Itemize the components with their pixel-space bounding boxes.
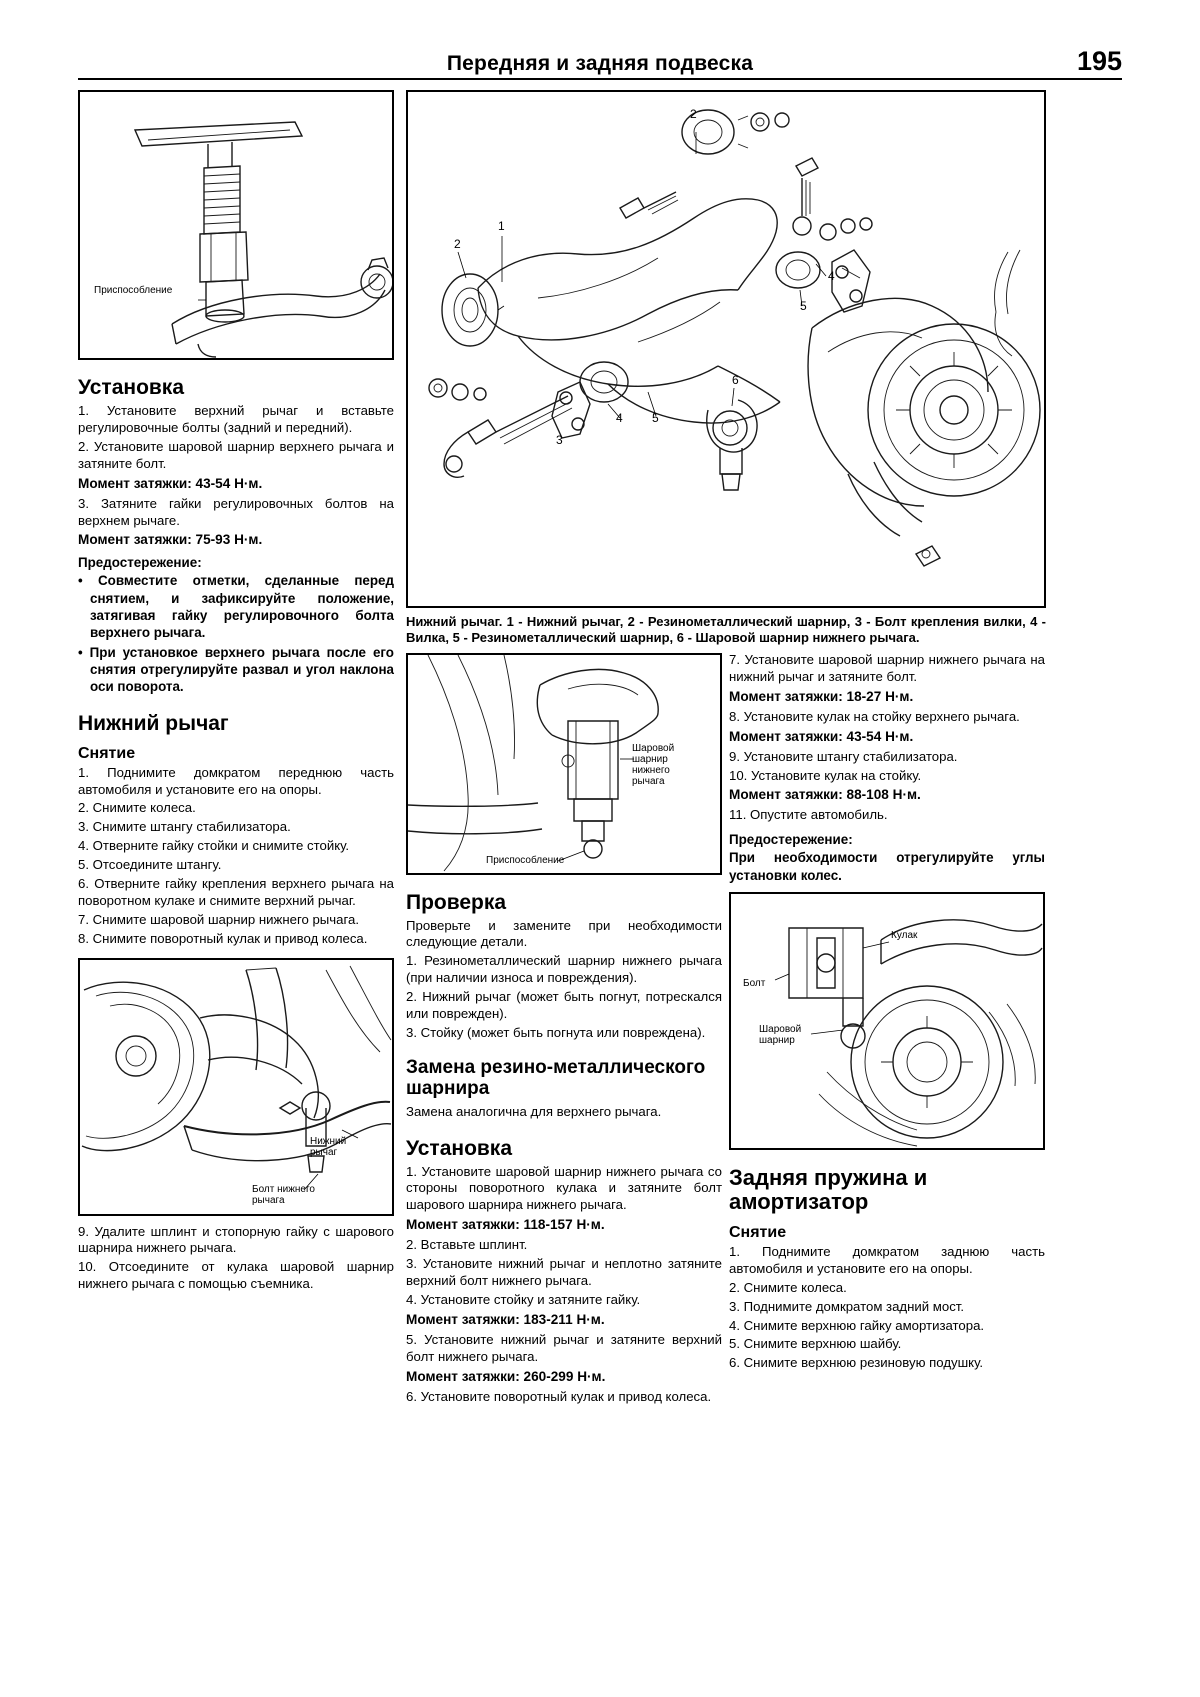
install-step-2: 2. Установите шаровой шарнир верхнего рычага и затяните болт.	[78, 438, 394, 471]
figure-ball-joint-tool	[406, 653, 722, 875]
install2-step-2: 2. Вставьте шплинт.	[406, 1237, 528, 1253]
figure-upper-arm-tool	[78, 90, 394, 360]
figure-label-bolt: Болт	[743, 977, 766, 989]
rear-removal-step-6: 6. Снимите верхнюю резиновую подушку.	[729, 1355, 984, 1371]
figure-label-tool: Приспособление	[94, 285, 173, 296]
svg-text:1: 1	[498, 219, 505, 233]
removal-step-5: 5. Отсоедините штангу.	[78, 857, 222, 873]
rear-removal-step-3: 3. Поднимите домкратом задний мост.	[729, 1298, 965, 1314]
removal-step-6: 6. Отверните гайку крепления верхнего рычага на поворотном кулаке и снимите верхний рычаг.	[78, 875, 394, 908]
removal-step-4: 4. Отверните гайку стойки и снимите стойку.	[78, 838, 350, 854]
figure-lower-arm-photo	[78, 958, 394, 1216]
install3-step-11: 11. Опустите автомобиль.	[729, 807, 888, 823]
figure-label-ball-joint-2: Шаровой шарнир	[759, 1023, 802, 1046]
heading-check: Проверка	[406, 890, 507, 914]
install-step-3: 3. Затяните гайки регулировочных болтов на верхнем рычаге.	[78, 495, 394, 528]
torque-value-1: Момент затяжки: 43-54 Н·м.	[78, 475, 263, 491]
install-step-1: 1. Установите верхний рычаг и вставьте регулировочные болты (задний и передний).	[78, 403, 394, 435]
install2-step-3: 3. Установите нижний рычаг и неплотно затяните верхний болт нижнего рычага.	[406, 1256, 722, 1289]
removal-step-8: 8. Снимите поворотный кулак и привод колеса.	[78, 930, 368, 946]
heading-removal: Снятие	[78, 744, 136, 762]
rear-removal-step-2: 2. Снимите колеса.	[729, 1279, 847, 1295]
torque-value-2: Момент затяжки: 75-93 Н·м.	[78, 532, 263, 548]
figure-label-knuckle: Кулак	[891, 929, 918, 941]
install3-step-7: 7. Установите шаровой шарнир нижнего рычага на нижний рычаг и затяните болт.	[729, 652, 1045, 684]
removal-step-3: 3. Снимите штангу стабилизатора.	[78, 819, 291, 835]
install2-step-5: 5. Установите нижний рычаг и затяните верхний болт нижнего рычага.	[406, 1331, 722, 1364]
check-item-3: 3. Стойку (может быть погнута или повреждена).	[406, 1024, 706, 1040]
install2-step-4: 4. Установите стойку и затяните гайку.	[406, 1291, 641, 1307]
figure-caption-lower-arm: Нижний рычаг. 1 - Нижний рычаг, 2 - Резинометаллический шарнир, 3 - Болт крепления вилки, 4 - Вилка, 5 - Резинометаллический шарнир, 6 - Шаровой шарнир нижнего рычага.	[406, 614, 1046, 646]
caution-label-2: Предостережение:	[729, 832, 853, 848]
check-intro: Проверьте и замените при необходимости следующие детали.	[406, 917, 722, 950]
torque-value-7: Момент затяжки: 43-54 Н·м.	[729, 728, 914, 744]
svg-text:2: 2	[454, 237, 461, 251]
figure-label-ball-joint: Шаровой шарнир нижнего рычага	[632, 742, 675, 787]
check-item-2: 2. Нижний рычаг (может быть погнут, потрескался или поврежден).	[406, 989, 722, 1022]
heading-lower-arm: Нижний рычаг	[78, 711, 229, 735]
rear-removal-step-4: 4. Снимите верхнюю гайку амортизатора.	[729, 1317, 985, 1333]
page-columns	[78, 90, 1122, 1645]
torque-value-6: Момент затяжки: 18-27 Н·м.	[729, 688, 914, 704]
removal-step-10: 10. Отсоедините от кулака шаровой шарнир нижнего рычага с помощью съемника.	[78, 1259, 394, 1292]
figure-knuckle	[729, 892, 1045, 1150]
bush-replacement-text: Замена аналогична для верхнего рычага.	[406, 1103, 662, 1119]
page-number: 195	[1076, 46, 1122, 76]
caution-item-2: • При установкое верхнего рычага после его снятия отрегулируйте развал и угол наклона оси поворота.	[78, 645, 394, 695]
column-right	[729, 652, 1045, 1374]
torque-value-8: Момент затяжки: 88-108 Н·м.	[729, 787, 921, 803]
check-item-1: 1. Резинометаллический шарнир нижнего рычага (при наличии износа и повреждения).	[406, 953, 722, 986]
figure-label-lower-arm-bolt: Болт нижнего рычага	[252, 1183, 315, 1206]
install2-step-1: 1. Установите шаровой шарнир нижнего рычага со стороны поворотного кулака и затяните болт шарового шарнира нижнего рычага.	[406, 1163, 722, 1213]
heading-bush-replacement: Замена резино-металлического шарнира	[406, 1056, 706, 1099]
caution-text-2: При необходимости отрегулируйте углы установки колес.	[729, 850, 1045, 883]
heading-installation: Установка	[78, 376, 184, 399]
install2-step-6: 6. Установите поворотный кулак и привод колеса.	[406, 1388, 712, 1404]
figure-label-tool-2: Приспособление	[486, 854, 565, 866]
removal-step-2: 2. Снимите колеса.	[78, 800, 196, 816]
figure-lower-arm-exploded	[406, 90, 1046, 608]
svg-text:4: 4	[828, 269, 835, 283]
heading-removal-2: Снятие	[729, 1224, 787, 1242]
page-title: Передняя и задняя подвеска	[446, 52, 754, 75]
install3-step-9: 9. Установите штангу стабилизатора.	[729, 748, 958, 764]
svg-text:2: 2	[690, 107, 697, 121]
rear-removal-step-5: 5. Снимите верхнюю шайбу.	[729, 1336, 902, 1352]
page-header	[78, 44, 1122, 78]
svg-text:4: 4	[616, 411, 623, 425]
torque-value-4: Момент затяжки: 183-211 Н·м.	[406, 1311, 605, 1327]
removal-step-9: 9. Удалите шплинт и стопорную гайку с шарового шарнира нижнего рычага.	[78, 1223, 394, 1256]
heading-rear-spring: Задняя пружина и амортизатор	[729, 1164, 928, 1214]
removal-step-7: 7. Снимите шаровой шарнир нижнего рычага.	[78, 911, 359, 927]
column-left	[78, 90, 394, 1295]
svg-text:6: 6	[732, 373, 739, 387]
caution-label: Предостережение:	[78, 555, 202, 571]
rear-removal-step-1: 1. Поднимите домкратом заднюю часть автомобиля и установите его на опоры.	[729, 1244, 1045, 1276]
caution-item-1: • Совместите отметки, сделанные перед снятием, и зафиксируйте положение, затягивая гайку регулировочного болта верхнего рычага.	[78, 573, 394, 640]
torque-value-5: Момент затяжки: 260-299 Н·м.	[406, 1368, 606, 1384]
removal-step-1: 1. Поднимите домкратом переднюю часть автомобиля и установите его на опоры.	[78, 764, 394, 797]
torque-value-3: Момент затяжки: 118-157 Н·м.	[406, 1217, 605, 1233]
install3-step-10: 10. Установите кулак на стойку.	[729, 767, 922, 783]
svg-text:5: 5	[652, 411, 659, 425]
header-divider	[78, 78, 1122, 80]
svg-text:3: 3	[556, 433, 563, 447]
heading-installation-2: Установка	[406, 1136, 512, 1160]
install3-step-8: 8. Установите кулак на стойку верхнего рычага.	[729, 708, 1020, 724]
svg-text:5: 5	[800, 299, 807, 313]
figure-label-lower-arm: Нижний рычаг	[310, 1135, 347, 1158]
